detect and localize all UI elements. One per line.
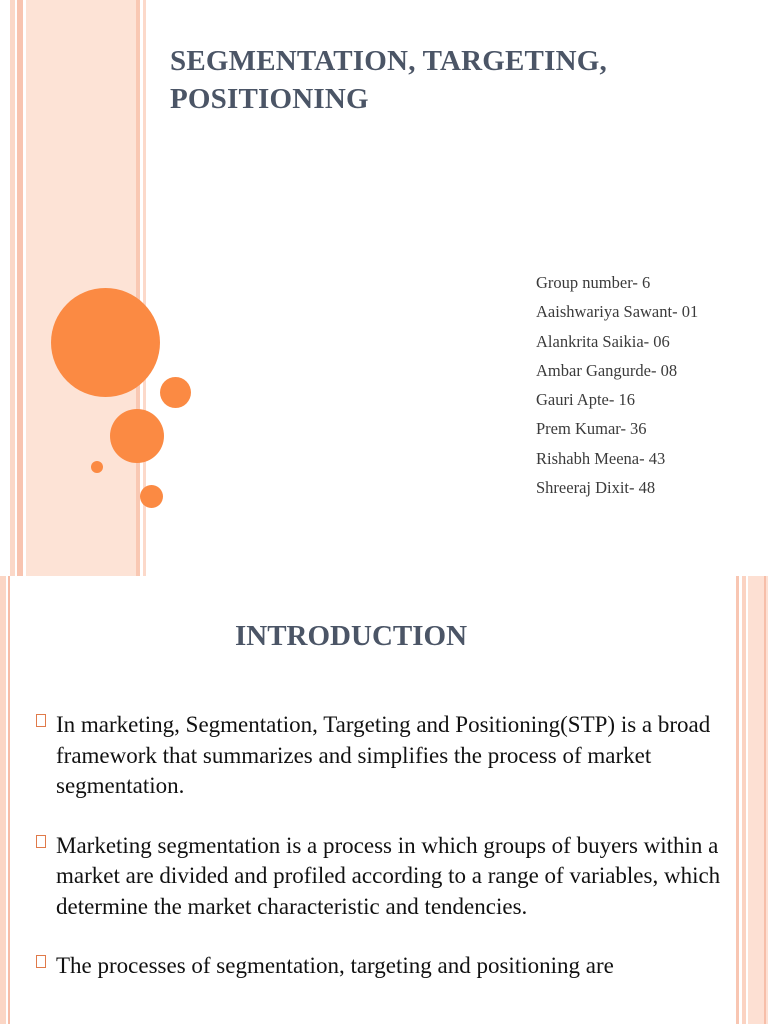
member-item: Alankrita Saikia- 06 bbox=[536, 331, 670, 351]
member-item: Ambar Gangurde- 08 bbox=[536, 360, 678, 380]
decorative-circle bbox=[140, 485, 163, 508]
slide-title bbox=[170, 42, 730, 118]
bullet-item bbox=[36, 831, 726, 923]
square-bullet-icon bbox=[36, 835, 46, 848]
member-item: Gauri Apte- 16 bbox=[536, 390, 635, 410]
decorative-stripe bbox=[10, 0, 15, 576]
decorative-stripe bbox=[17, 0, 23, 576]
slide-title-line-1: SEGMENTATION, TARGETING, bbox=[170, 45, 607, 77]
member-item: Rishabh Meena- 43 bbox=[536, 448, 666, 468]
decorative-circle bbox=[91, 461, 103, 473]
bullet-item bbox=[36, 951, 726, 982]
introduction-slide bbox=[0, 576, 768, 1024]
member-item: Prem Kumar- 36 bbox=[536, 419, 647, 439]
bullet-item bbox=[36, 710, 726, 802]
slide-title-line-2: POSITIONING bbox=[170, 83, 369, 115]
slide-title: INTRODUCTION bbox=[234, 620, 468, 652]
member-item: Shreeraj Dixit- 48 bbox=[536, 478, 656, 498]
decorative-stripe bbox=[742, 576, 746, 1024]
square-bullet-icon bbox=[36, 714, 46, 727]
member-item: Aaishwariya Sawant- 01 bbox=[536, 302, 699, 322]
decorative-stripe bbox=[26, 0, 136, 576]
decorative-circle bbox=[110, 409, 164, 463]
decorative-stripe bbox=[136, 0, 140, 576]
decorative-stripe bbox=[736, 576, 739, 1024]
decorative-circle bbox=[160, 377, 191, 408]
group-number: Group number- 6 bbox=[536, 273, 651, 292]
square-bullet-icon bbox=[36, 955, 46, 968]
decorative-stripe bbox=[764, 576, 766, 1024]
bullet-list bbox=[36, 710, 726, 1011]
bullet-text: The processes of segmentation, targeting and positioning are bbox=[56, 953, 614, 978]
bullet-text: In marketing, Segmentation, Targeting and Positioning(STP) is a broad framework that summarizes and simplifies the process of market segmentation. bbox=[56, 712, 711, 798]
bullet-text: Marketing segmentation is a process in which groups of buyers within a market are divided and profiled according to a range of variables, which determine the market characteristic and tendencies. bbox=[56, 832, 721, 919]
group-members-list bbox=[536, 268, 698, 502]
decorative-circle bbox=[51, 288, 160, 397]
